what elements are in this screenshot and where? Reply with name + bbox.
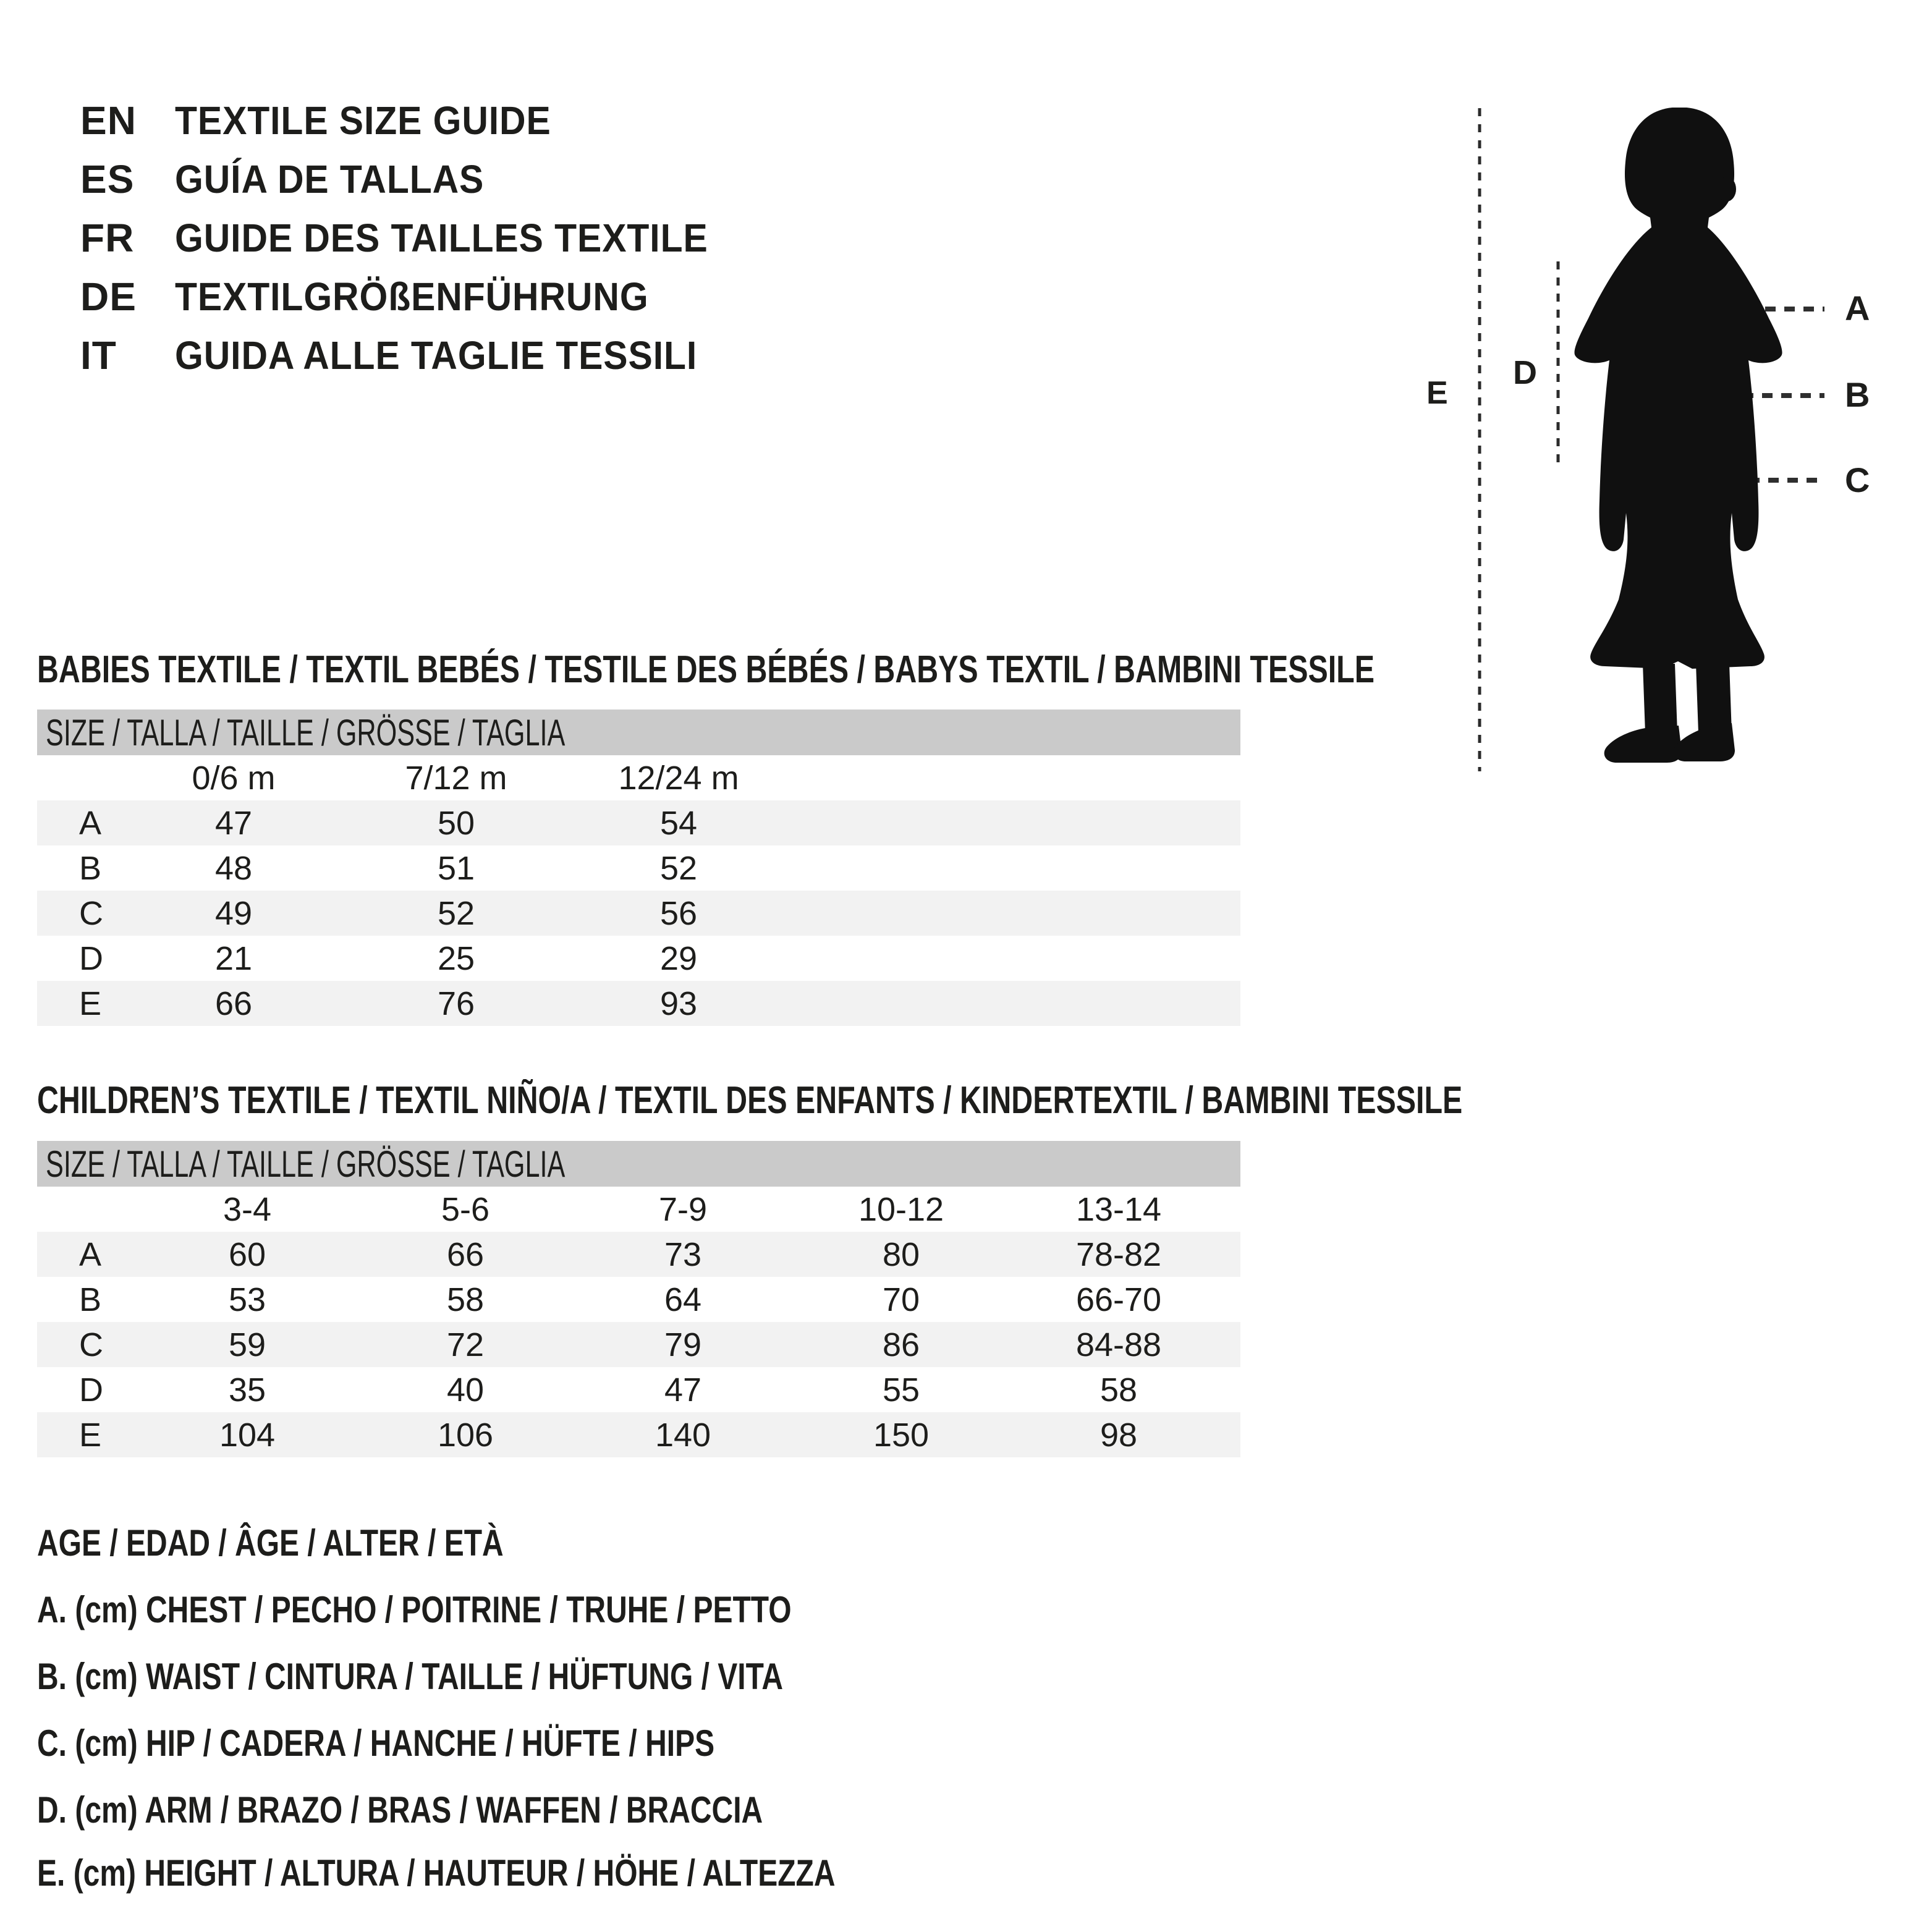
label-arm-d: D [1513, 354, 1537, 391]
table-cell: 104 [219, 1417, 276, 1454]
lang-code: IT [80, 333, 117, 378]
children-size-header-text: SIZE / TALLA / TAILLE / GRÖSSE / TAGLIA [46, 1143, 566, 1185]
table-cell: 98 [1099, 1417, 1138, 1454]
column-header: 5-6 [441, 1191, 490, 1228]
child-silhouette [1570, 104, 1792, 771]
lang-code: FR [80, 216, 135, 260]
row-label: B [79, 850, 102, 887]
column-header: 0/6 m [192, 760, 276, 797]
row-label: D [79, 1371, 103, 1409]
row-label: D [79, 940, 103, 977]
guide-title-fr: GUIDE DES TAILLES TEXTILE [175, 216, 708, 260]
table-cell: 78-82 [1075, 1236, 1162, 1273]
column-header: 13-14 [1075, 1191, 1162, 1228]
label-waist-b: B [1845, 375, 1870, 414]
column-header: 7/12 m [405, 760, 507, 797]
table-cell: 64 [664, 1281, 702, 1318]
table-cell: 47 [664, 1371, 702, 1409]
table-cell: 35 [228, 1371, 266, 1409]
table-cell: 53 [228, 1281, 266, 1318]
children-section-title: CHILDREN’S TEXTILE / TEXTIL NIÑO/A / TEXTIL DES ENFANTS / KINDERTEXTIL / BAMBINI TESSILE [37, 1079, 1463, 1122]
table-cell: 59 [228, 1326, 266, 1363]
lang-code: DE [80, 274, 137, 319]
table-cell: 52 [659, 850, 698, 887]
lang-code: EN [80, 98, 137, 143]
lang-code: ES [80, 157, 135, 201]
row-label: B [79, 1281, 102, 1318]
table-cell: 21 [214, 940, 253, 977]
column-header: 10-12 [858, 1191, 944, 1228]
legend-chest: A. (cm) CHEST / PECHO / POITRINE / TRUHE / PETTO [37, 1589, 792, 1630]
guide-title-es: GUÍA DE TALLAS [175, 157, 485, 201]
table-cell: 80 [882, 1236, 920, 1273]
legend-age: AGE / EDAD / ÂGE / ALTER / ETÀ [37, 1522, 504, 1564]
guide-title-en: TEXTILE SIZE GUIDE [175, 98, 551, 143]
row-label: C [79, 1326, 103, 1363]
babies-section-title: BABIES TEXTILE / TEXTIL BEBÉS / TESTILE DES BÉBÉS / BABYS TEXTIL / BAMBINI TESSILE [37, 648, 1375, 691]
legend-arm: D. (cm) ARM / BRAZO / BRAS / WAFFEN / BRACCIA [37, 1789, 763, 1831]
table-cell: 40 [446, 1371, 485, 1409]
row-label: A [79, 1236, 102, 1273]
table-cell: 60 [228, 1236, 266, 1273]
row-label: E [79, 1417, 102, 1454]
row-label: A [79, 805, 102, 842]
babies-size-header-text: SIZE / TALLA / TAILLE / GRÖSSE / TAGLIA [46, 712, 566, 753]
table-cell: 55 [882, 1371, 920, 1409]
table-cell: 140 [655, 1417, 711, 1454]
column-header: 12/24 m [618, 760, 739, 797]
table-cell: 52 [437, 895, 475, 932]
table-cell: 79 [664, 1326, 702, 1363]
table-cell: 47 [214, 805, 253, 842]
row-label: C [79, 895, 103, 932]
legend-waist: B. (cm) WAIST / CINTURA / TAILLE / HÜFTUNG / VITA [37, 1656, 784, 1697]
table-cell: 84-88 [1075, 1326, 1162, 1363]
table-cell: 50 [437, 805, 475, 842]
table-cell: 66 [214, 985, 253, 1022]
table-cell: 29 [659, 940, 698, 977]
table-cell: 58 [446, 1281, 485, 1318]
table-cell: 51 [437, 850, 475, 887]
babies-size-header-bar [37, 710, 1240, 755]
table-cell: 106 [437, 1417, 494, 1454]
table-cell: 54 [659, 805, 698, 842]
table-cell: 72 [446, 1326, 485, 1363]
table-cell: 150 [873, 1417, 930, 1454]
guide-title-it: GUIDA ALLE TAGLIE TESSILI [175, 333, 698, 378]
table-cell: 70 [882, 1281, 920, 1318]
column-header: 7-9 [658, 1191, 708, 1228]
table-cell: 86 [882, 1326, 920, 1363]
table-cell: 73 [664, 1236, 702, 1273]
row-label: E [79, 985, 102, 1022]
table-cell: 76 [437, 985, 475, 1022]
table-cell: 93 [659, 985, 698, 1022]
label-chest-a: A [1845, 289, 1870, 328]
table-cell: 25 [437, 940, 475, 977]
legend-hip: C. (cm) HIP / CADERA / HANCHE / HÜFTE / HIPS [37, 1722, 715, 1764]
table-cell: 48 [214, 850, 253, 887]
table-cell: 66 [446, 1236, 485, 1273]
table-cell: 66-70 [1075, 1281, 1162, 1318]
label-hip-c: C [1845, 460, 1870, 499]
table-cell: 58 [1099, 1371, 1138, 1409]
children-size-header-bar [37, 1141, 1240, 1187]
table-cell: 49 [214, 895, 253, 932]
guide-title-de: TEXTILGRÖßENFÜHRUNG [175, 274, 649, 319]
legend-height: E. (cm) HEIGHT / ALTURA / HAUTEUR / HÖHE / ALTEZZA [37, 1852, 836, 1894]
column-header: 3-4 [222, 1191, 272, 1228]
label-height-e: E [1426, 375, 1448, 411]
table-cell: 56 [659, 895, 698, 932]
